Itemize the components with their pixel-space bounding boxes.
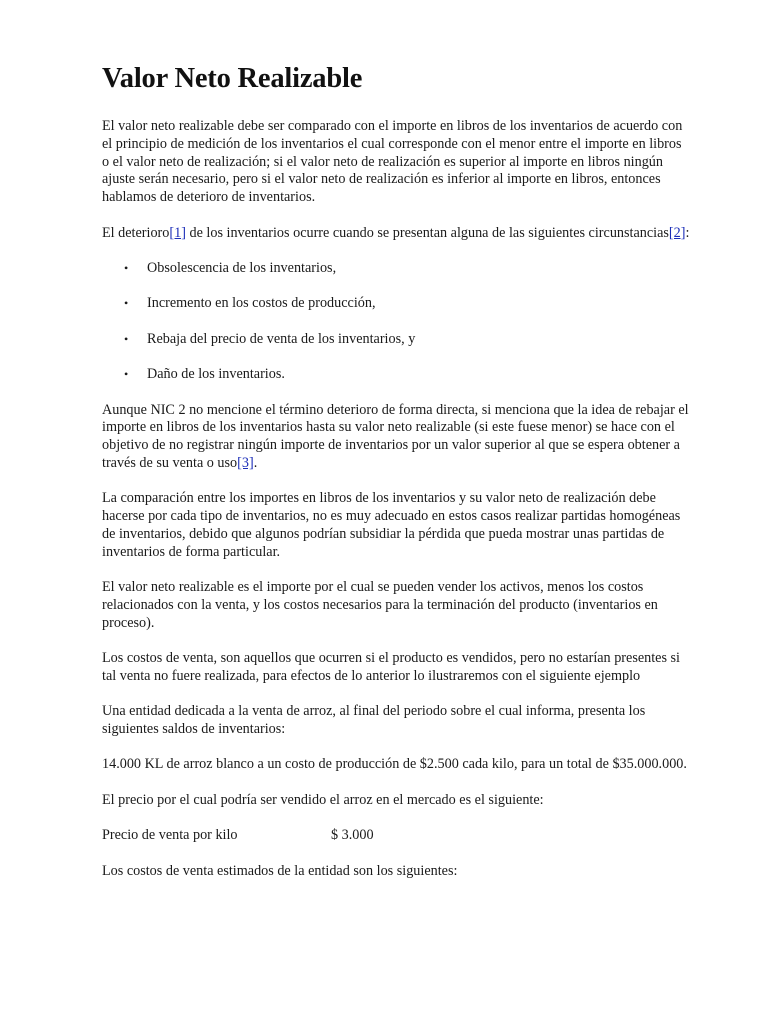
paragraph-definition: El valor neto realizable debe ser comparado con el importe en libros de los inventarios de acuerdo con el principio de medición de los inventarios el cual corresponde con el menor entre el importe en libros o el valor neto de realización; si el valor neto de realización es superior al importe en libros ningún ajuste serán necesario, pero si el valor neto de realización es inferior al importe en libros, entonces hablamos de deterioro de inventarios. <box>102 118 683 206</box>
paragraph-market-price: El precio por el cual podría ser vendido el arroz en el mercado es el siguiente: <box>102 791 544 808</box>
bullet-icon: • <box>124 331 129 346</box>
page-title: Valor Neto Realizable <box>102 63 363 94</box>
paragraph-inventory-balance: 14.000 KL de arroz blanco a un costo de producción de $2.500 cada kilo, para un total de $35.000.000. <box>102 756 687 773</box>
list-item-text: Daño de los inventarios. <box>147 366 285 383</box>
price-value: $ 3.000 <box>331 827 374 844</box>
paragraph-example-intro: Una entidad dedicada a la venta de arroz, al final del periodo sobre el cual informa, presenta los siguientes saldos de inventarios: <box>102 703 646 738</box>
paragraph-deterioro <box>102 225 692 243</box>
paragraph-selling-costs: Los costos de venta, son aquellos que ocurren si el producto es vendidos, pero no estarían presentes si tal venta no fuere realizada, para efectos de lo anterior lo ilustraremos con el siguiente ejemplo <box>102 650 680 684</box>
bullet-icon: • <box>124 367 129 382</box>
list-item-text: Incremento en los costos de producción, <box>147 295 376 312</box>
paragraph-nic2 <box>102 402 692 473</box>
bullet-icon: • <box>124 296 129 311</box>
footnote-link-3[interactable]: [3] <box>237 454 254 471</box>
paragraph-deterioro-text-1: El deterioro <box>102 224 170 241</box>
paragraph-nic2-text: Aunque NIC 2 no mencione el término deterioro de forma directa, si menciona que la idea de rebajar el importe en libros de los inventarios hasta su valor neto realizable (si este fuese menor) se hace con el objetivo de no registrar ningún importe de inventarios por un valor superior al que se espera obtener a través de su venta o uso <box>102 401 689 471</box>
footnote-link-2[interactable]: [2] <box>668 224 686 241</box>
list-item-text: Obsolescencia de los inventarios, <box>147 259 337 276</box>
price-row <box>102 827 692 845</box>
paragraph-comparison: La comparación entre los importes en libros de los inventarios y su valor neto de realización debe hacerse por cada tipo de inventarios, no es muy adecuado en estos casos realizar partidas homogéneas de inventarios, debido que algunos podrían subsidiar la pérdida que pueda mostrar unas partidas de inventarios de forma particular. <box>102 490 681 560</box>
circumstances-list <box>102 260 692 384</box>
list-item-text: Rebaja del precio de venta de los inventarios, y <box>147 330 416 347</box>
document-body <box>102 62 692 898</box>
paragraph-deterioro-text-2: de los inventarios ocurre cuando se presentan alguna de las siguientes circunstancias <box>185 224 669 241</box>
paragraph-nic2-end: . <box>253 454 258 471</box>
paragraph-estimated-costs: Los costos de venta estimados de la entidad son los siguientes: <box>102 862 458 879</box>
list-item <box>102 331 692 349</box>
list-item <box>102 366 692 384</box>
price-label: Precio de venta por kilo <box>102 827 238 844</box>
paragraph-vnr-definition: El valor neto realizable es el importe por el cual se pueden vender los activos, menos los costos relacionados con la venta, y los costos necesarios para la terminación del producto (inventarios en proceso). <box>102 579 658 631</box>
list-item <box>102 295 692 313</box>
bullet-icon: • <box>124 260 129 275</box>
footnote-link-1[interactable]: [1] <box>169 224 186 241</box>
list-item <box>102 260 692 278</box>
paragraph-deterioro-text-3: : <box>685 224 690 241</box>
